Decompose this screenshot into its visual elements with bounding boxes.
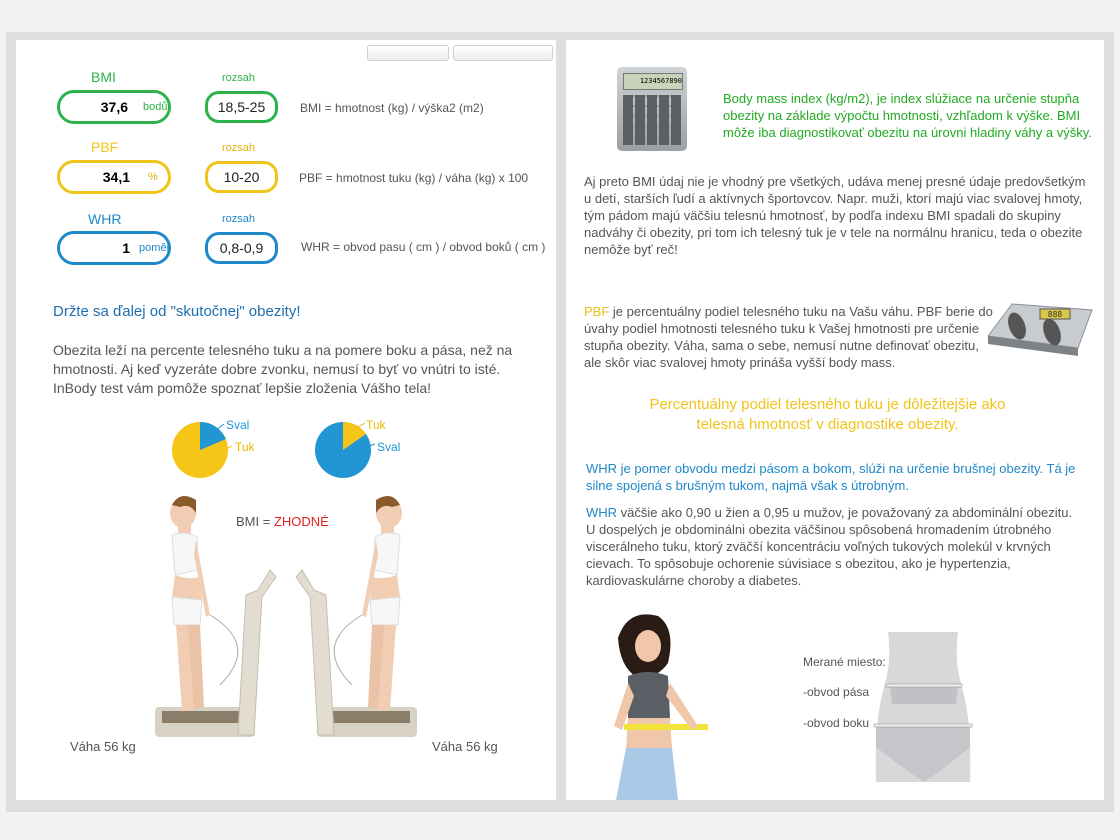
measure-hip: -obvod boku: [803, 716, 870, 730]
bmi-explanation: Aj preto BMI údaj nie je vhodný pre všetkých, udáva menej presné údaje predovšetkým u detí, starších ľudí a aktívnych športovcov. Napr. muži, ktorí majú viac svalovej hmoty, tým pádom majú väčšiu telesnú hmotnosť, by podľa indexu BMI spadali do skupiny nadváhy či obezity, pri tom ich telesný tuk je v tele na normálnu hranicu, teda o obezite nemôže byť reč!: [584, 174, 1086, 257]
top-left: [172, 533, 198, 575]
pbf-range-label: rozsah: [222, 142, 256, 154]
whr-word: WHR: [586, 505, 618, 520]
torso-measurement-diagram: [870, 632, 975, 784]
shorts-right: [370, 597, 400, 625]
weight-right: Váha 56 kg: [432, 739, 498, 754]
woman-face: [635, 630, 661, 662]
weight-left: Váha 56 kg: [70, 739, 136, 754]
cable-left: [210, 615, 238, 685]
pbf-value: 34,1: [102, 169, 130, 185]
waist-tape: [886, 684, 962, 687]
pie1-sval-leader: [216, 424, 224, 430]
whr-formula: WHR = obvod pasu ( cm ) / obvod boků ( cm ): [301, 240, 546, 254]
bmi-formula: BMI = hmotnost (kg) / výška2 (m2): [300, 101, 484, 115]
scale-column-right: [296, 570, 334, 735]
whr-explanation-text: väčšie ako 0,90 u žien a 0,95 u mužov, je považovaný za abdominální obezitu. U dospelých je obdominálnі obezita väčšinou spôsobená hromadením útrobného viscerálneho tuku, ktorý zväčší koncentráciu voľných tukových molekúl v krvných cievach. To spôsobuje ochorenie súvisiace s obezitou, ako je hypertenzia, kardiovaskulárne choroby a diabetes.: [586, 505, 1073, 588]
cable-right: [334, 615, 362, 685]
pbf-word: PBF: [584, 304, 610, 319]
tab-button-2[interactable]: [453, 45, 553, 61]
pbf-label: PBF: [91, 139, 119, 155]
pie2-tuk-leader: [358, 423, 365, 427]
calculator-display: 1234567890: [623, 73, 683, 90]
whr-label: WHR: [88, 211, 122, 227]
bmi-compare-prefix: BMI =: [236, 514, 274, 529]
woman-arm-right: [666, 683, 698, 730]
pbf-highlight: Percentuálny podiel telesného tuku je dôležitejšie ako telesná hmotnosť v diagnostike obezity.: [649, 396, 1006, 433]
calculator-image: [617, 67, 687, 151]
pie2-label-sval: Sval: [377, 440, 401, 454]
woman-on-scale-right-image: [292, 485, 422, 755]
hip-tape: [874, 724, 972, 727]
pbf-formula: PBF = hmotnost tuku (kg) / váha (kg) x 100: [299, 171, 529, 185]
pbf-explanation: [584, 303, 994, 371]
bmi-definition: Body mass index (kg/m2), je index slúžiace na určenie stupňa obezity na základe výpočtu hmotnosti, vzhľadom k výške. BMI môže iba diagnostikovať obezitu na úrovni hladiny váhy a výšky.: [723, 91, 1092, 140]
measure-waist: -obvod pása: [803, 685, 870, 699]
top-right: [374, 533, 400, 575]
whr-unit: poměr: [139, 242, 171, 254]
calculator-keys: [623, 95, 681, 145]
scale-column-left: [238, 570, 276, 735]
pbf-unit: %: [148, 171, 158, 183]
woman-belly: [626, 718, 672, 748]
pie1-label-tuk: Tuk: [235, 440, 255, 454]
whr-range: 0,8-0,9: [205, 232, 278, 264]
obesity-paragraph: Obezita leží na percente telesného tuku a na pomere boku a pása, než na hmotnosti. Aj keď vyzeráte dobre zvonku, nemusí to byť vo vnútri to isté. InBody test vám pomôže spoznať lepšie zloženia Vášho tela!: [53, 342, 513, 396]
tab-button-1[interactable]: [367, 45, 449, 61]
whr-definition: WHR je pomer obvodu medzi pásom a bokom, slúži na určenie brušnej obezity. Tá je silne spojená s brušným tukom, najmä však s útrobným.: [586, 461, 1076, 493]
bmi-value: 37,6: [100, 99, 128, 115]
scale-plate-left: [162, 711, 244, 723]
pbf-value-pill: [57, 160, 171, 194]
obesity-heading: Držte sa ďalej od "skutočnej" obezity!: [53, 303, 301, 320]
bathroom-scale-image: [982, 296, 1097, 366]
whr-range-label: rozsah: [222, 213, 256, 225]
bmi-range-label: rozsah: [222, 72, 256, 84]
pie2-label-tuk: Tuk: [366, 418, 386, 432]
shorts-left: [172, 597, 202, 625]
whr-explanation: [586, 504, 1076, 589]
bmi-range: 18,5-25: [205, 91, 278, 123]
bmi-unit: bodů: [143, 101, 168, 113]
bmi-compare-value: ZHODNÉ: [273, 514, 329, 529]
measure-title: Merané miesto:: [803, 655, 886, 669]
pie1-label-sval: Sval: [226, 418, 250, 432]
scale-plate-right: [328, 711, 410, 723]
bmi-label: BMI: [91, 69, 116, 85]
waist-band: [890, 687, 958, 704]
whr-value-pill: [57, 231, 171, 265]
scale-display: 888: [1047, 310, 1063, 319]
woman-top: [628, 672, 670, 718]
pbf-range: 10-20: [205, 161, 278, 193]
pbf-explanation-text: je percentuálny podiel telesného tuku na Vašu váhu. PBF berie do úvahy podiel hmotnosti telesného tuku k Vašej hmotnosti pre určenie stupňa obezity. Váha, sama o sebe, nemusí nutne definovať obezitu, ale skôr viac svalovej hmoty prináša vyšší body mass.: [584, 304, 993, 370]
bmi-value-pill: [57, 90, 171, 124]
woman-on-scale-left-image: [150, 485, 280, 755]
whr-value: 1: [122, 240, 130, 256]
woman-measuring-waist-image: [598, 608, 713, 800]
woman-jeans: [616, 748, 678, 800]
